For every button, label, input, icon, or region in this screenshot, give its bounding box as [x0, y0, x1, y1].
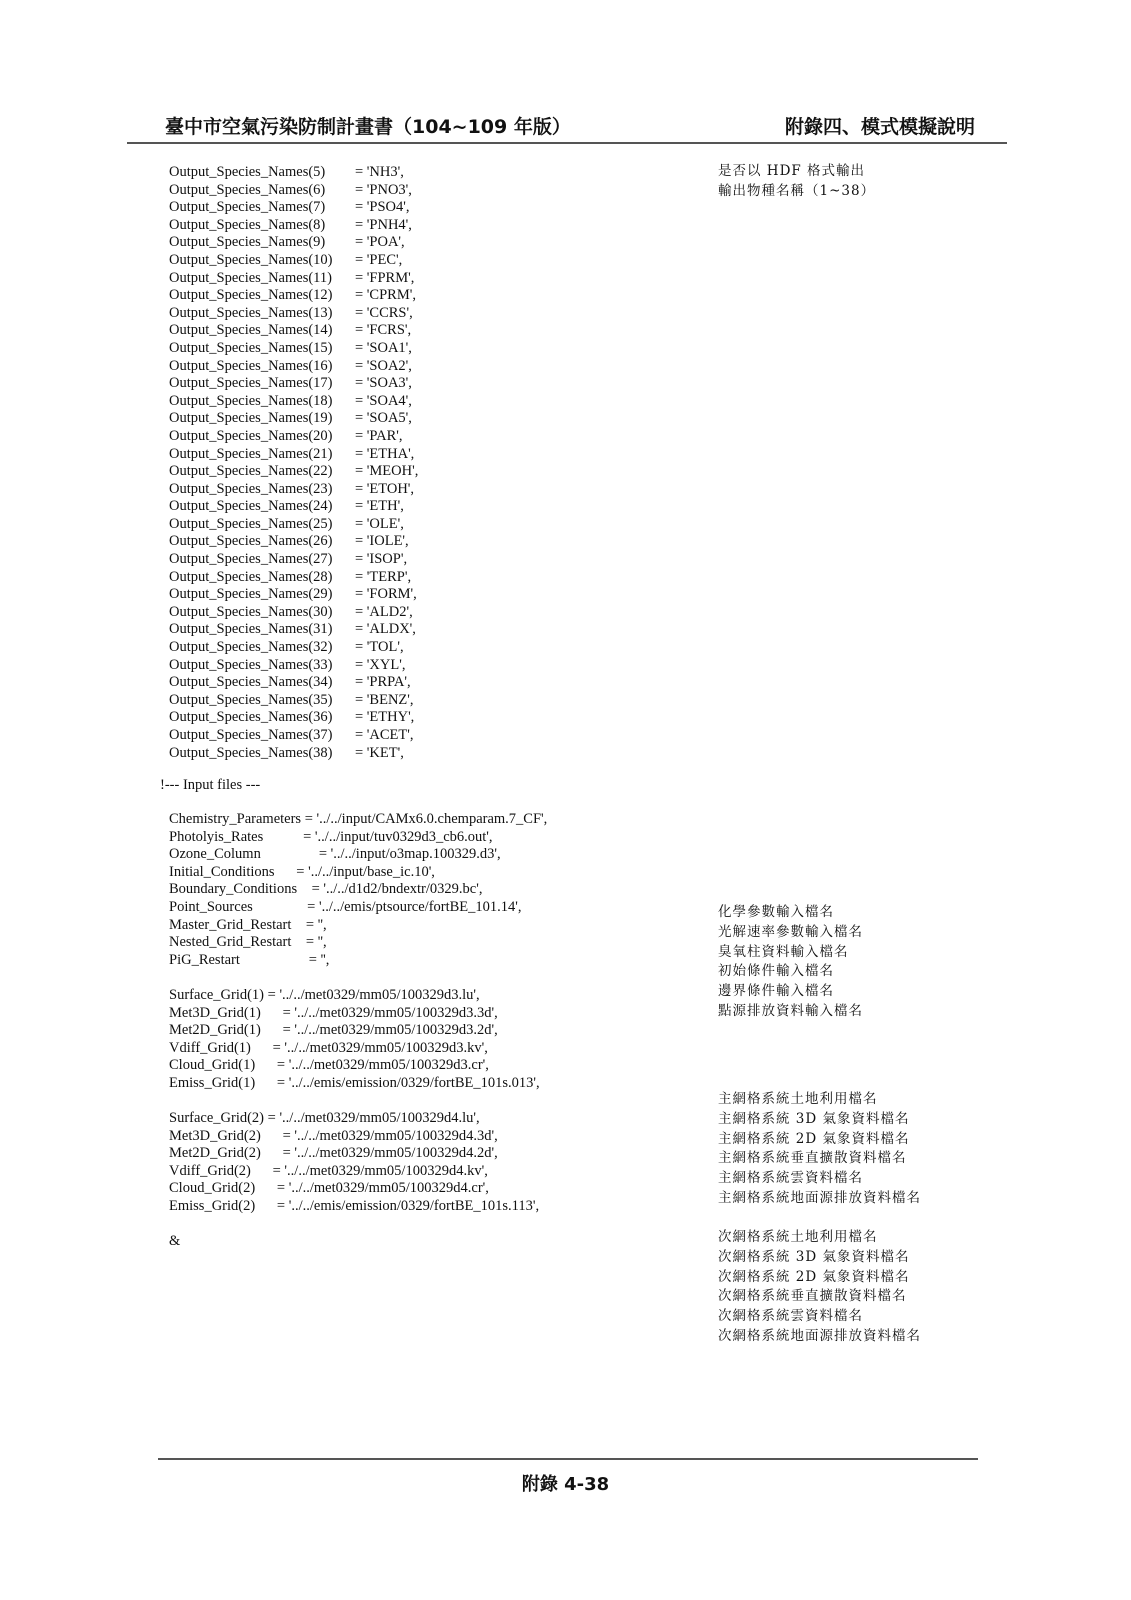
species-value: = 'IOLE', — [355, 533, 409, 550]
footer-divider — [158, 1458, 978, 1460]
species-value: = 'ETHY', — [355, 709, 415, 726]
species-row — [169, 657, 418, 675]
input-files-list — [169, 811, 547, 969]
species-value: = 'TERP', — [355, 568, 412, 585]
species-row — [169, 393, 418, 411]
species-value: = 'FPRM', — [355, 269, 415, 286]
species-name: Output_Species_Names(32) — [169, 639, 333, 656]
comment-line: 主網格系統地面源排放資料檔名 — [718, 1189, 921, 1206]
species-value: = 'SOA5', — [355, 410, 412, 427]
header-divider — [127, 142, 1007, 144]
species-name: Output_Species_Names(7) — [169, 199, 326, 216]
species-value: = 'NH3', — [355, 164, 404, 180]
species-name: Output_Species_Names(36) — [169, 709, 333, 726]
species-name: Output_Species_Names(11) — [169, 269, 332, 286]
species-row — [169, 410, 418, 428]
grid2-line: Met2D_Grid(2) = '../../met0329/mm05/100329d4.2d', — [169, 1145, 498, 1162]
comment-line: 次網格系統地面源排放資料檔名 — [718, 1327, 921, 1344]
species-name: Output_Species_Names(20) — [169, 427, 333, 444]
species-name: Output_Species_Names(6) — [169, 181, 326, 198]
species-value: = 'PAR', — [355, 427, 403, 444]
comment-line: 次網格系統 3D 氣象資料檔名 — [718, 1248, 910, 1265]
species-name: Output_Species_Names(15) — [169, 339, 333, 356]
species-name: Output_Species_Names(34) — [169, 674, 333, 691]
species-value: = 'SOA2', — [355, 357, 412, 374]
grid1-line: Cloud_Grid(1) = '../../met0329/mm05/100329d3.cr', — [169, 1057, 489, 1074]
species-row — [169, 674, 418, 692]
species-list — [169, 164, 418, 762]
species-value: = 'PEC', — [355, 251, 403, 268]
species-value: = 'SOA4', — [355, 392, 412, 409]
species-name: Output_Species_Names(9) — [169, 234, 326, 251]
species-value: = 'TOL', — [355, 639, 404, 656]
input-file-line: PiG_Restart = '', — [169, 951, 330, 968]
comment-line: 次網格系統土地利用檔名 — [718, 1229, 878, 1245]
species-name: Output_Species_Names(31) — [169, 621, 333, 638]
grid1-line: Vdiff_Grid(1) = '../../met0329/mm05/100329d3.kv', — [169, 1039, 488, 1056]
grid1-list — [169, 987, 540, 1093]
input-file-line: Master_Grid_Restart = '', — [169, 916, 327, 933]
species-row — [169, 252, 418, 270]
species-value: = 'ALD2', — [355, 603, 413, 620]
comments-input — [718, 903, 863, 1022]
input-file-line: Chemistry_Parameters = '../../input/CAMx6.0.chemparam.7_CF', — [169, 811, 548, 827]
species-value: = 'ETHA', — [355, 445, 415, 462]
species-row — [169, 446, 418, 464]
species-row — [169, 481, 418, 499]
species-name: Output_Species_Names(14) — [169, 322, 333, 339]
species-name: Output_Species_Names(37) — [169, 727, 333, 743]
species-row — [169, 234, 418, 252]
comment-line: 主網格系統 2D 氣象資料檔名 — [718, 1130, 910, 1147]
comments-grid1 — [718, 1090, 921, 1209]
species-name: Output_Species_Names(23) — [169, 480, 333, 497]
species-value: = 'PNO3', — [355, 181, 412, 198]
species-name: Output_Species_Names(18) — [169, 392, 333, 409]
comment-line: 光解速率參數輸入檔名 — [718, 923, 863, 940]
input-file-line: Nested_Grid_Restart = '', — [169, 934, 327, 951]
species-name: Output_Species_Names(5) — [169, 164, 326, 180]
species-row — [169, 287, 418, 305]
species-row — [169, 586, 418, 604]
species-value: = 'ALDX', — [355, 621, 416, 638]
species-name: Output_Species_Names(26) — [169, 533, 333, 550]
input-files-label: !--- Input files --- — [160, 777, 261, 793]
species-value: = 'SOA3', — [355, 375, 412, 392]
comments-grid2 — [718, 1228, 921, 1347]
species-row — [169, 745, 418, 763]
page-number: 附錄 4-38 — [521, 1474, 610, 1495]
species-name: Output_Species_Names(10) — [169, 251, 333, 268]
species-value: = 'ISOP', — [355, 551, 408, 568]
comment-line: 主網格系統垂直擴散資料檔名 — [718, 1150, 907, 1167]
species-value: = 'CCRS', — [355, 304, 413, 321]
species-name: Output_Species_Names(29) — [169, 586, 333, 603]
species-row — [169, 340, 418, 358]
ampersand: & — [169, 1233, 181, 1249]
species-row — [169, 533, 418, 551]
species-row — [169, 270, 418, 288]
species-name: Output_Species_Names(25) — [169, 515, 333, 532]
document-title: 臺中市空氣污染防制計畫書（104~109 年版） — [165, 116, 571, 138]
comment-line: 主網格系統雲資料檔名 — [718, 1170, 863, 1187]
species-value: = 'OLE', — [355, 515, 404, 532]
species-row — [169, 516, 418, 534]
species-value: = 'ETOH', — [355, 480, 415, 497]
species-name: Output_Species_Names(38) — [169, 744, 333, 761]
grid2-list — [169, 1110, 539, 1216]
input-file-line: Ozone_Column = '../../input/o3map.100329.d3', — [169, 846, 501, 863]
species-value: = 'FCRS', — [355, 322, 412, 339]
grid1-line: Met3D_Grid(1) = '../../met0329/mm05/100329d3.3d', — [169, 1004, 498, 1021]
grid1-line: Met2D_Grid(1) = '../../met0329/mm05/100329d3.2d', — [169, 1022, 498, 1039]
grid1-line: Surface_Grid(1) = '../../met0329/mm05/100329d3.lu', — [169, 987, 480, 1003]
comment-line: 臭氧柱資料輸入檔名 — [718, 943, 849, 960]
species-name: Output_Species_Names(30) — [169, 603, 333, 620]
comment-line: 次網格系統垂直擴散資料檔名 — [718, 1288, 907, 1305]
species-name: Output_Species_Names(28) — [169, 568, 333, 585]
species-row — [169, 164, 418, 182]
comment-line: 輸出物種名稱（1~38） — [718, 182, 876, 199]
comment-line: 是否以 HDF 格式輸出 — [718, 163, 866, 179]
species-row — [169, 199, 418, 217]
species-row — [169, 305, 418, 323]
input-file-line: Initial_Conditions = '../../input/base_ic.10', — [169, 863, 435, 880]
species-value: = 'KET', — [355, 744, 404, 761]
species-row — [169, 621, 418, 639]
species-value: = 'FORM', — [355, 586, 417, 603]
comment-line: 主網格系統土地利用檔名 — [718, 1091, 878, 1107]
species-name: Output_Species_Names(19) — [169, 410, 333, 427]
species-row — [169, 551, 418, 569]
grid2-line: Met3D_Grid(2) = '../../met0329/mm05/100329d4.3d', — [169, 1127, 498, 1144]
species-name: Output_Species_Names(17) — [169, 375, 333, 392]
comment-line: 主網格系統 3D 氣象資料檔名 — [718, 1110, 910, 1127]
species-value: = 'CPRM', — [355, 287, 416, 304]
species-name: Output_Species_Names(12) — [169, 287, 333, 304]
species-value: = 'ACET', — [355, 727, 414, 743]
species-row — [169, 498, 418, 516]
comment-line: 次網格系統雲資料檔名 — [718, 1308, 863, 1325]
comment-line: 邊界條件輸入檔名 — [718, 983, 834, 1000]
species-row — [169, 182, 418, 200]
species-name: Output_Species_Names(8) — [169, 216, 326, 233]
species-value: = 'XYL', — [355, 656, 406, 673]
species-value: = 'ETH', — [355, 498, 404, 515]
comment-line: 化學參數輸入檔名 — [718, 904, 834, 920]
species-row — [169, 375, 418, 393]
species-value: = 'POA', — [355, 234, 405, 251]
species-value: = 'PNH4', — [355, 216, 412, 233]
species-row — [169, 727, 418, 745]
section-title: 附錄四、模式模擬說明 — [784, 116, 975, 138]
species-name: Output_Species_Names(13) — [169, 304, 333, 321]
grid2-line: Emiss_Grid(2) = '../../emis/emission/0329/fortBE_101s.113', — [169, 1197, 540, 1214]
grid2-line: Surface_Grid(2) = '../../met0329/mm05/100329d4.lu', — [169, 1110, 480, 1126]
species-row — [169, 322, 418, 340]
species-name: Output_Species_Names(21) — [169, 445, 333, 462]
species-name: Output_Species_Names(33) — [169, 656, 333, 673]
species-row — [169, 428, 418, 446]
species-value: = 'SOA1', — [355, 339, 412, 356]
species-value: = 'PSO4', — [355, 199, 410, 216]
comment-line: 初始條件輸入檔名 — [718, 963, 834, 980]
species-name: Output_Species_Names(16) — [169, 357, 333, 374]
input-file-line: Photolyis_Rates = '../../input/tuv0329d3_cb6.out', — [169, 828, 493, 845]
species-row — [169, 358, 418, 376]
species-name: Output_Species_Names(24) — [169, 498, 333, 515]
species-name: Output_Species_Names(27) — [169, 551, 333, 568]
species-row — [169, 639, 418, 657]
species-row — [169, 217, 418, 235]
species-value: = 'MEOH', — [355, 463, 419, 480]
input-file-line: Point_Sources = '../../emis/ptsource/fortBE_101.14', — [169, 898, 522, 915]
species-name: Output_Species_Names(22) — [169, 463, 333, 480]
input-file-line: Boundary_Conditions = '../../d1d2/bndextr/0329.bc', — [169, 881, 483, 898]
species-row — [169, 709, 418, 727]
species-row — [169, 569, 418, 587]
species-row — [169, 604, 418, 622]
comment-line: 點源排放資料輸入檔名 — [718, 1002, 863, 1019]
species-row — [169, 463, 418, 481]
grid1-line: Emiss_Grid(1) = '../../emis/emission/0329/fortBE_101s.013', — [169, 1074, 540, 1091]
grid2-line: Vdiff_Grid(2) = '../../met0329/mm05/100329d4.kv', — [169, 1162, 488, 1179]
grid2-line: Cloud_Grid(2) = '../../met0329/mm05/100329d4.cr', — [169, 1180, 489, 1197]
species-value: = 'PRPA', — [355, 674, 411, 691]
species-name: Output_Species_Names(35) — [169, 691, 333, 708]
species-value: = 'BENZ', — [355, 691, 414, 708]
comment-line: 次網格系統 2D 氣象資料檔名 — [718, 1268, 910, 1285]
comments-top — [718, 162, 875, 202]
species-row — [169, 692, 418, 710]
